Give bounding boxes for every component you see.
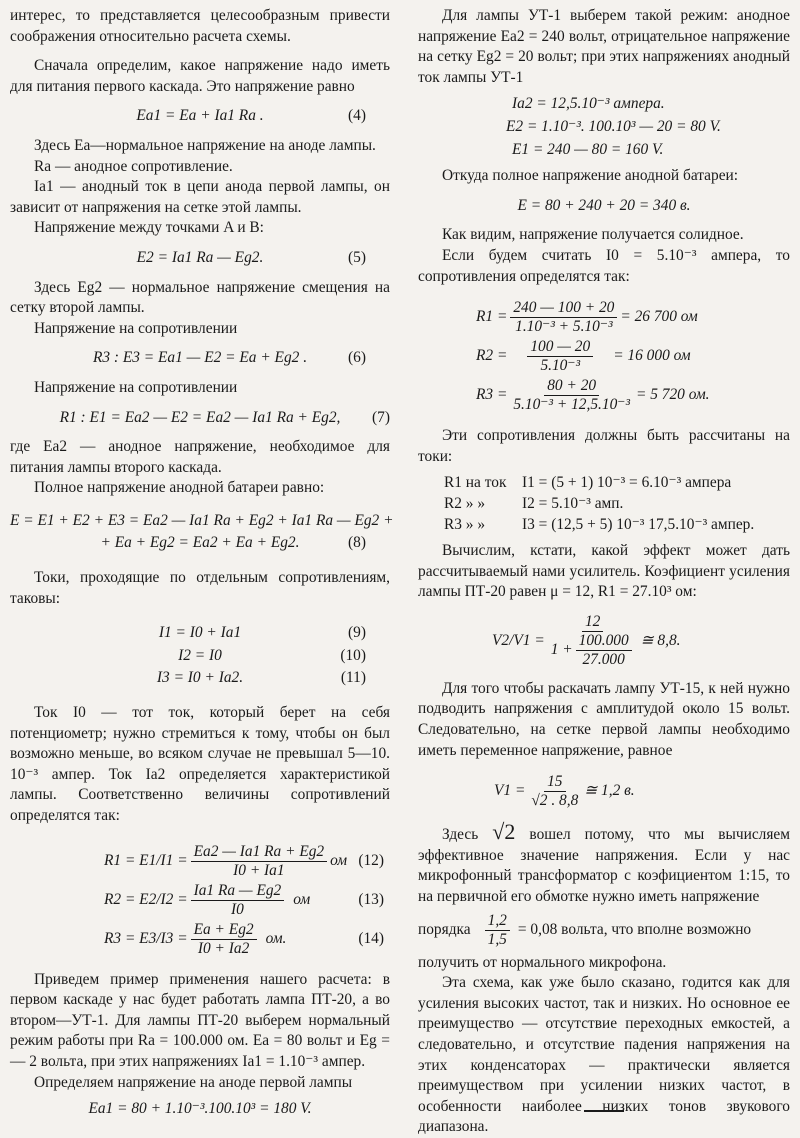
fraction <box>510 299 617 336</box>
calc-r2 <box>418 338 790 375</box>
text: вошел потому, что мы вычисляем эффективное значение напряжения. Если у нас микрофонный трансформатор с коэфициентом 1:15, то на первичной его обмотке нужно иметь напряжение <box>418 826 790 906</box>
equation-number: (4) <box>348 107 366 125</box>
equation-lhs: V2/V1 = <box>492 631 545 649</box>
paragraph: Напряжение между точками A и B: <box>34 219 264 237</box>
fraction <box>191 843 328 880</box>
equation-rhs: = 16 000 ом <box>613 347 691 365</box>
end-rule <box>584 1110 624 1112</box>
fraction <box>191 882 285 919</box>
equation-8-line-2 <box>10 533 390 554</box>
equation-lhs: R1 = E1/I1 = <box>104 851 188 869</box>
paragraph: Токи, проходящие по отдельным сопротивлениям, таковы: <box>10 569 390 607</box>
calc-r3 <box>418 377 790 414</box>
fraction <box>527 338 593 375</box>
equation-lhs: R3 = E3/I3 = <box>104 929 188 947</box>
paragraph: Ia1 — анодный ток в цепи анода первой лампы, он зависит от напряжения на сетке этой лампы. <box>10 178 390 216</box>
equation-lhs: V1 = <box>494 782 526 800</box>
equation-8-line-1 <box>10 511 394 532</box>
fraction <box>510 377 633 414</box>
current-resistor: R1 на ток <box>444 474 507 492</box>
denominator: I0 <box>231 900 244 918</box>
equation-lhs: R3 = <box>476 386 508 404</box>
paragraph: Здесь Ea—нормальное напряжение на аноде лампы. <box>34 136 376 154</box>
paragraph-line-fraction <box>418 912 790 949</box>
numerator: Ea2 — Ia1 Ra + Eg2 <box>191 843 328 862</box>
equation-13 <box>10 882 390 919</box>
numerator: 1,2 <box>485 912 510 931</box>
paragraph: интерес, то представляется целесообразным привести соображения относительно расчета схемы. <box>10 7 390 45</box>
denominator: √2 . 8,8 <box>531 792 579 810</box>
equation-ea1-value <box>10 1099 390 1120</box>
equation-9 <box>10 623 390 644</box>
equation-number: (5) <box>348 248 366 266</box>
equation-rhs: = 26 700 ом <box>620 308 698 326</box>
equation-lhs: R2 = <box>476 347 508 365</box>
denominator: 5.10⁻³ <box>540 357 581 375</box>
equation-text: + Ea + Eg2 = Ea2 + Ea + Eg2. <box>100 534 300 552</box>
denominator <box>548 632 638 669</box>
unit: ом <box>293 890 311 908</box>
current-value: I3 = (12,5 + 5) 10⁻³ 17,5.10⁻³ ампер. <box>522 515 755 533</box>
paragraph: Ra — анодное сопротивление. <box>34 157 233 175</box>
gain-equation <box>418 613 790 669</box>
paragraph: получить от нормального микрофона. <box>418 953 667 971</box>
equation-4 <box>10 106 390 127</box>
equation-number: (7) <box>372 408 390 426</box>
equation-text: R3 : E3 = Ea1 — E2 = Ea + Eg2 . <box>92 349 308 367</box>
calc-e2 <box>418 117 790 138</box>
equation-6 <box>10 348 390 369</box>
equation-12 <box>10 843 390 880</box>
equation-text: E = 80 + 240 + 20 = 340 в. <box>517 196 691 214</box>
right-column <box>418 6 790 1138</box>
equation-number: (12) <box>358 851 384 869</box>
left-column <box>10 6 394 1129</box>
numerator: 12 <box>582 613 603 632</box>
equation-rhs: ≅ 8,8. <box>640 631 681 649</box>
text: порядка <box>418 920 471 938</box>
equation-text: Ea1 = Ea + Ia1 Ra . <box>136 107 264 125</box>
numerator: 80 + 20 <box>544 377 599 396</box>
equation-text: I3 = I0 + Ia2. <box>156 669 244 687</box>
paragraph: Вычислим, кстати, какой эффект может дать рассчитываемый нами усилитель. Коэфициент усиления лампы ПТ-20 равен μ = 12, R1 = 27.10³ ом: <box>418 542 790 601</box>
paragraph: Если будем считать I0 = 5.10⁻³ ампера, то сопротивления определятся так: <box>418 246 790 285</box>
calc-e1 <box>418 140 790 161</box>
equation-number: (11) <box>340 669 366 687</box>
equation-text: Ea1 = 80 + 1.10⁻³.100.10³ = 180 V. <box>88 1100 312 1118</box>
current-row-r1 <box>418 473 790 494</box>
paragraph: где Ea2 — анодное напряжение, необходимое для питания лампы второго каскада. <box>10 438 390 476</box>
denominator: 1.10⁻³ + 5.10⁻³ <box>515 318 613 336</box>
sqrt-symbol: √2 <box>492 819 516 845</box>
v1-equation <box>418 773 790 810</box>
denominator: 5.10⁻³ + 12,5.10⁻³ <box>513 396 631 414</box>
fraction <box>548 613 638 669</box>
equation-number: (10) <box>340 646 366 664</box>
paragraph: Для того чтобы раскачать лампу УТ-15, к ней нужно подводить напряжения с амплитудой около 15 вольт. Следовательно, на сетке первой лампы необходимо иметь переменное напряжение, равное <box>418 679 790 759</box>
equation-text: I2 = I0 <box>178 646 222 664</box>
numerator: Ia1 Ra — Eg2 <box>191 882 285 901</box>
unit: ом. <box>265 929 287 947</box>
equation-10 <box>10 646 390 667</box>
current-value: I2 = 5.10⁻³ амп. <box>522 494 624 512</box>
current-row-r2 <box>418 494 790 515</box>
equation-number: (14) <box>358 929 384 947</box>
numerator: 15 <box>544 773 565 792</box>
unit: ом <box>330 851 348 869</box>
denominator: I0 + Ia1 <box>233 861 285 879</box>
calc-r1 <box>418 299 790 336</box>
equation-total-e <box>418 196 790 217</box>
equation-text: I1 = I0 + Ia1 <box>158 624 242 642</box>
numerator: 100.000 <box>576 632 632 651</box>
equation-text: R1 : E1 = Ea2 — E2 = Ea2 — Ia1 Ra + Eg2, <box>59 408 341 426</box>
numerator: Ea + Eg2 <box>191 921 257 940</box>
denominator-prefix: 1 + <box>550 641 573 659</box>
equation-14 <box>10 921 390 958</box>
equation-text: Ia2 = 12,5.10⁻³ ампера. <box>512 95 665 113</box>
equation-5 <box>10 248 390 269</box>
equation-7 <box>10 408 390 429</box>
fraction <box>191 921 257 958</box>
equation-number: (6) <box>348 349 366 367</box>
current-resistor: R2 » » <box>444 494 486 512</box>
text: Здесь <box>442 826 479 844</box>
paragraph: Напряжение на сопротивлении <box>34 378 238 396</box>
paragraph: Определяем напряжение на аноде первой лампы <box>34 1073 353 1091</box>
equation-number: (9) <box>348 624 366 642</box>
paragraph: Ток I0 — тот ток, который берет на себя потенциометр; нужно стремиться к тому, чтобы он был возможно меньше, во всяком случае не превышал 5—10. 10⁻³ ампер. Ток Ia2 определяется характеристикой лампы. Соответственно величины сопротивлений определятся так: <box>10 704 390 824</box>
equation-text: E2 = 1.10⁻³. 100.10³ — 20 = 80 V. <box>506 117 721 135</box>
numerator: 100 — 20 <box>527 338 593 357</box>
denominator: 1,5 <box>487 930 507 948</box>
paragraph: Здесь Eg2 — нормальное напряжение смещения на сетку второй лампы. <box>10 278 390 317</box>
fraction <box>485 912 510 949</box>
equation-text: E2 = Ia1 Ra — Eg2. <box>136 248 264 266</box>
paragraph: Приведем пример применения нашего расчета: в первом каскаде у нас будет работать лампа ПТ-20, а во втором—УТ-1. Для лампы ПТ-20 выберем нормальный режим работы при Ra = 100.000 ом. Ea = 80 вольт и Eg = — 2 вольта, при этих напряжениях Ia1 = 1.10⁻³ ампер. <box>10 970 390 1070</box>
numerator: 240 — 100 + 20 <box>510 299 617 318</box>
equation-lhs: R2 = E2/I2 = <box>104 890 188 908</box>
calc-ia2 <box>418 94 790 115</box>
fraction <box>528 773 581 810</box>
equation-lhs: R1 = <box>476 308 508 326</box>
nested-fraction <box>576 632 632 669</box>
paragraph: Эти сопротивления должны быть рассчитаны на токи: <box>418 427 790 465</box>
paragraph: Эта схема, как уже было сказано, годится как для усиления высоких частот, так и низких. Но основное ее преимущество — отсутствие переходных емкостей, а следовательно, и отсутствие падения напряжения на этих конденсаторах — практически является преимуществом при усилении низких частот, в особенности наиболее низких тонов звукового диапазона. <box>418 974 790 1136</box>
current-row-r3 <box>418 515 790 536</box>
equation-rhs: = 5 720 ом. <box>636 386 710 404</box>
paragraph: Для лампы УТ-1 выберем такой режим: анодное напряжение Ea2 = 240 вольт, отрицательное напряжение на сетку Eg2 = 20 вольт; при этих напряжениях анодный ток лампы УТ-1 <box>418 7 790 86</box>
denominator: I0 + Ia2 <box>197 939 250 957</box>
current-value: I1 = (5 + 1) 10⁻³ = 6.10⁻³ ампера <box>522 474 732 492</box>
paragraph: Откуда полное напряжение анодной батареи: <box>442 167 739 185</box>
equation-text: E1 = 240 — 80 = 160 V. <box>512 140 664 158</box>
equation-number: (8) <box>348 534 366 552</box>
equation-number: (13) <box>358 890 384 908</box>
equation-rhs: ≅ 1,2 в. <box>584 782 635 800</box>
equation-11 <box>10 668 390 689</box>
paragraph: Напряжение на сопротивлении <box>34 319 238 337</box>
text: = 0,08 вольта, что вполне возможно <box>517 920 752 938</box>
paragraph: Сначала определим, какое напряжение надо иметь для питания первого каскада. Это напряжение равно <box>10 57 390 95</box>
denominator: 27.000 <box>582 650 625 668</box>
paragraph <box>418 819 790 907</box>
paragraph: Как видим, напряжение получается солидное. <box>442 226 744 244</box>
equation-text: E = E1 + E2 + E3 = Ea2 — Ia1 Ra + Eg2 + Ia1 Ra — Eg2 + <box>10 511 394 529</box>
current-resistor: R3 » » <box>444 515 486 533</box>
paragraph: Полное напряжение анодной батареи равно: <box>34 479 325 497</box>
